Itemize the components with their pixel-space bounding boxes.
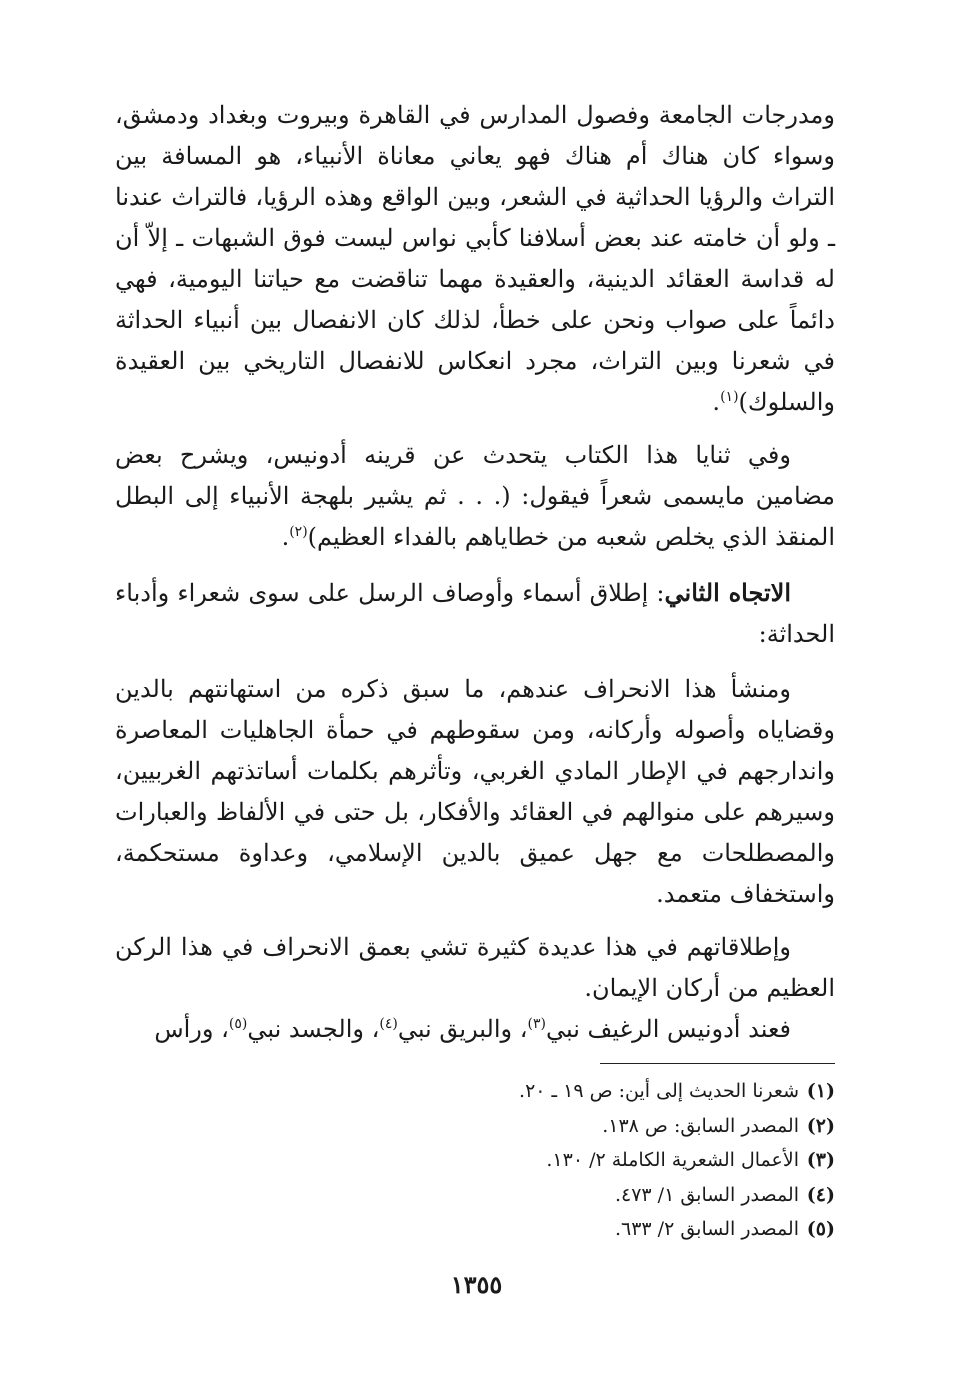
footnote-item [115,1143,835,1178]
page-number: ١٣٥٥ [450,1270,503,1299]
sentence-end: . [712,388,721,416]
paragraph-text: فعند أدونيس الرغيف نبي [545,1015,791,1043]
footnote-reference[interactable]: (٥) [228,1016,248,1032]
footnote-number: (٥) [806,1218,835,1240]
sentence-end: . [281,523,290,551]
paragraph-adonis-book [115,435,835,558]
paragraph-usages: وإطلاقاتهم في هذا عديدة كثيرة تشي بعمق الانحراف في هذا الركن العظيم من أركان الإيمان. [115,933,835,1002]
paragraph-quote-continuation [115,95,835,423]
paragraph-text: ، والبريق نبي [397,1015,528,1043]
footnote-text: شعرنا الحديث إلى أين: ص ١٩ ـ ٢٠. [519,1080,799,1102]
page-body [115,95,835,1050]
footnote-item [115,1178,835,1213]
paragraph-adonis-examples [115,1009,835,1050]
footnote-separator [600,1063,835,1064]
footnote-number: (٤) [806,1183,835,1206]
paragraph-text: ومدرجات الجامعة وفصول المدارس في القاهرة وبيروت وبغداد ودمشق، وسواء كان هناك أم هناك فهو يعاني معاناة الأنبياء، هو المسافة بين التراث والرؤيا الحداثية في الشعر، وبين الواقع وهذه الرؤيا، فالتراث عندنا ـ ولو أن خامته عند بعض أسلافنا كأبي نواس ليست فوق الشبهات ـ إلاّ أن له قداسة العقائد الدينية، والعقيدة مهما تناقضت مع حياتنا اليومية، فهي دائماً على صواب ونحن على خطأ، لذلك كان الانفصال بين أنبياء الحداثة في شعرنا وبين التراث، مجرد انعكاس للانفصال التاريخي بين العقيدة والسلوك) [115,101,835,416]
footnotes-list [115,1074,835,1247]
footnote-item [115,1109,835,1144]
heading-text: : إطلاق أسماء وأوصاف الرسل على سوى شعراء وأدباء الحداثة: [115,579,835,648]
footnote-item [115,1074,835,1109]
paragraph-text: ، والجسد نبي [247,1015,380,1043]
footnote-reference[interactable]: (٢) [289,524,308,540]
paragraph-text: ، ورأس [154,1015,229,1043]
footnote-text: الأعمال الشعرية الكاملة ٢/ ١٣٠. [546,1149,799,1171]
footnote-item [115,1212,835,1247]
paragraph-origin-of-deviation: ومنشأ هذا الانحراف عندهم، ما سبق ذكره من استهانتهم بالدين وقضاياه وأصوله وأركانه، ومن سقوطهم في حمأة الجاهليات المعاصرة واندارجهم في الإطار المادي الغربي، وتأثرهم بكلمات أساتذتهم الغربيين، وسيرهم على منوالهم في العقائد والأفكار، بل حتى في الألفاظ والعبارات والمصطلحات مع جهل عميق بالدين الإسلامي، وعداوة مستحكمة، واستخفاف متعمد. [115,675,835,908]
footnote-text: المصدر السابق: ص ١٣٨. [602,1114,799,1137]
footnote-reference[interactable]: (٤) [379,1016,398,1032]
footnote-reference[interactable]: (٣) [527,1016,546,1032]
footnote-number: (٢) [806,1114,835,1137]
section-heading-second-trend [115,572,835,655]
footnote-text: المصدر السابق ١/ ٤٧٣. [614,1183,799,1206]
heading-label: الاتجاه الثاني [664,578,792,607]
footnote-reference[interactable]: (١) [720,389,739,405]
footnote-number: (٣) [806,1149,835,1171]
footnote-text: المصدر السابق ٢/ ٦٣٣. [614,1218,799,1240]
footnote-number: (١) [806,1080,835,1102]
paragraph-text: وفي ثنايا هذا الكتاب يتحدث عن قرينه أدونيس، ويشرح بعض مضامين مايسمى شعراً فيقول: (. . . ثم يشير بلهجة الأنبياء إلى البطل المنقذ الذي يخلص شعبه من خطاياهم بالفداء العظيم) [115,441,835,551]
